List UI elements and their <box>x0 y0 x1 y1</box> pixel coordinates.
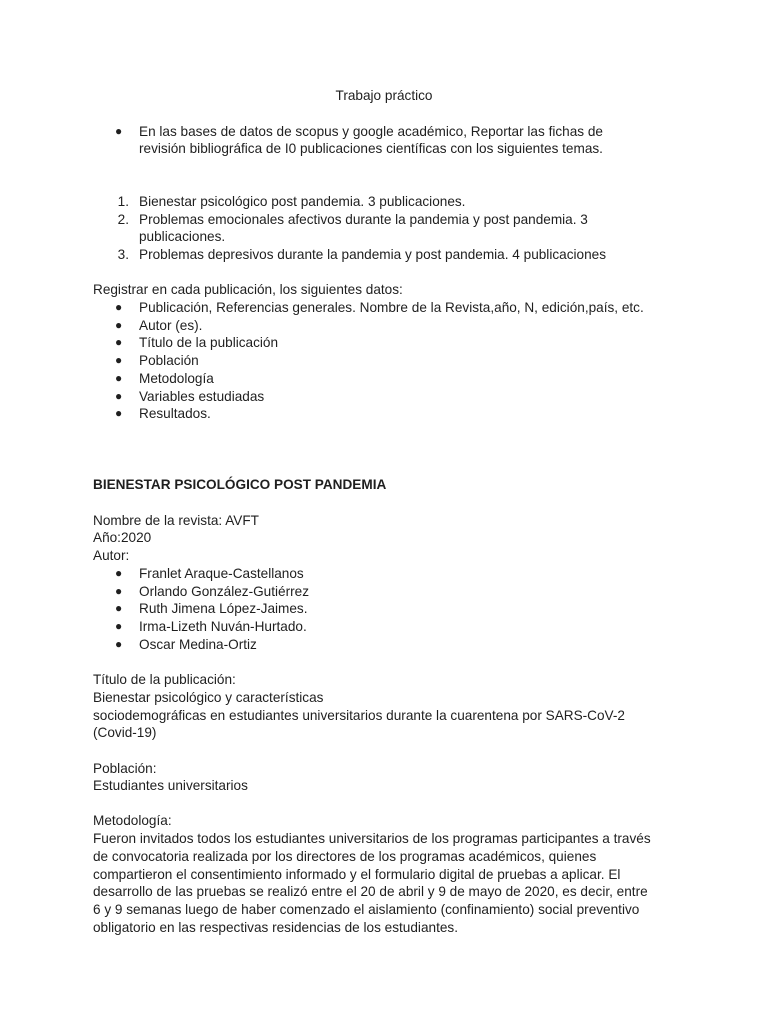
topic-number: 2. <box>117 212 129 227</box>
pub-title-line: Bienestar psicológico y características <box>93 690 324 705</box>
method-line: de convocatoria realizada por los directores de los programas académicos, quienes <box>93 849 597 864</box>
bullet-icon: ● <box>115 584 123 598</box>
author-item: Irma-Lizeth Nuván-Hurtado. <box>139 619 307 634</box>
pub-title-line: (Covid-19) <box>93 725 157 740</box>
bullet-icon: ● <box>115 300 123 314</box>
method-line: compartieron el consentimiento informado y el formulario digital de pruebas a aplicar. El <box>93 867 621 882</box>
bullet-icon: ● <box>115 353 123 367</box>
register-item: Publicación, Referencias generales. Nombre de la Revista,año, N, edición,país, etc. <box>139 300 644 315</box>
method-line: 6 y 9 semanas luego de haber comenzado el aislamiento (confinamiento) social preventivo <box>93 902 640 917</box>
pub-title-label: Título de la publicación: <box>93 672 236 687</box>
topic-number: 1. <box>117 194 129 209</box>
topic-item: Problemas depresivos durante la pandemia y post pandemia. 4 publicaciones <box>139 247 606 262</box>
method-line: Fueron invitados todos los estudiantes universitarios de los programas participantes a través <box>93 831 651 846</box>
author-item: Oscar Medina-Ortiz <box>139 637 257 652</box>
bullet-icon: ● <box>115 637 123 651</box>
bullet-icon: ● <box>115 566 123 580</box>
register-item: Autor (es). <box>139 318 203 333</box>
method-line: desarrollo de las pruebas se realizó entre el 20 de abril y 9 de mayo de 2020, es decir, entre <box>93 884 648 899</box>
register-item: Variables estudiadas <box>139 389 265 404</box>
bullet-icon: ● <box>115 371 123 385</box>
bullet-icon: ● <box>115 124 123 138</box>
population-label: Población: <box>93 761 157 776</box>
method-label: Metodología: <box>93 813 172 828</box>
pub-title-line: sociodemográficas en estudiantes universitarios durante la cuarentena por SARS-CoV-2 <box>93 708 625 723</box>
register-intro: Registrar en cada publicación, los siguientes datos: <box>93 282 403 297</box>
bullet-icon: ● <box>115 619 123 633</box>
bullet-icon: ● <box>115 318 123 332</box>
register-item: Población <box>139 353 199 368</box>
bullet-icon: ● <box>115 389 123 403</box>
author-label: Autor: <box>93 548 130 563</box>
author-item: Franlet Araque-Castellanos <box>139 566 304 581</box>
topic-item: Bienestar psicológico post pandemia. 3 publicaciones. <box>139 194 466 209</box>
bullet-icon: ● <box>115 406 123 420</box>
topic-item: Problemas emocionales afectivos durante la pandemia y post pandemia. 3 <box>139 212 588 227</box>
author-item: Orlando González-Gutiérrez <box>139 584 309 599</box>
publication-year: Año:2020 <box>93 530 152 545</box>
bullet-icon: ● <box>115 335 123 349</box>
journal-name: Nombre de la revista: AVFT <box>93 513 259 528</box>
intro-bullet-line-2: revisión bibliográfica de I0 publicaciones científicas con los siguientes temas. <box>139 141 603 156</box>
author-item: Ruth Jimena López-Jaimes. <box>139 601 308 616</box>
register-item: Metodología <box>139 371 214 386</box>
document-title: Trabajo práctico <box>335 88 433 103</box>
section-heading: BIENESTAR PSICOLÓGICO POST PANDEMIA <box>93 477 387 492</box>
population-value: Estudiantes universitarios <box>93 778 248 793</box>
bullet-icon: ● <box>115 601 123 615</box>
register-item: Resultados. <box>139 406 211 421</box>
intro-bullet-line-1: En las bases de datos de scopus y google académico, Reportar las fichas de <box>139 124 603 139</box>
topic-number: 3. <box>117 247 129 262</box>
method-line: obligatorio en las respectivas residencias de los estudiantes. <box>93 920 458 935</box>
topic-item-continuation: publicaciones. <box>139 229 226 244</box>
register-item: Título de la publicación <box>139 335 279 350</box>
